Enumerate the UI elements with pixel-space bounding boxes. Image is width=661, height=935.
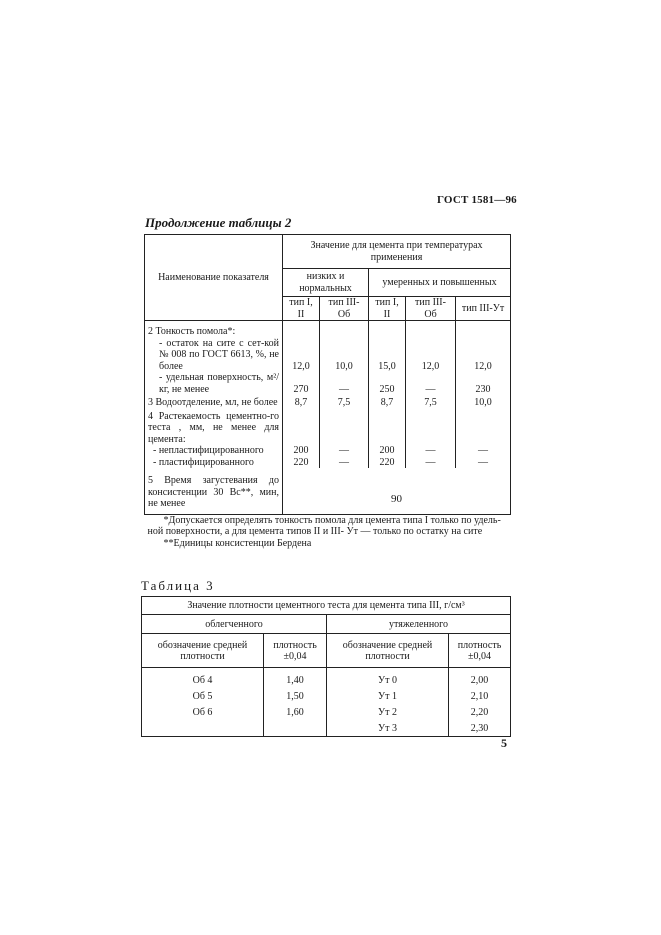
cell-value: 8,7	[283, 395, 320, 409]
cell-value: Об 5	[142, 688, 264, 704]
header-type: тип I, II	[283, 297, 320, 321]
cell-value: 8,7	[369, 395, 406, 409]
table-row	[145, 338, 511, 373]
table-row	[142, 688, 511, 704]
header-density: плотность ±0,04	[264, 634, 327, 668]
row-label: - непластифицированного	[145, 445, 283, 457]
table-row	[145, 445, 511, 457]
table2-footnotes	[145, 514, 511, 549]
row-label: - остаток на сите с сет-кой № 008 по ГОСТ 6613, %, не более	[145, 338, 283, 373]
cell-value: 230	[456, 372, 511, 395]
row-label: - удельная поверхность, м²/кг, не менее	[145, 372, 283, 395]
cell-value: Ут 3	[327, 720, 449, 737]
header-values-group: Значение для цемента при температурах применения	[283, 235, 511, 269]
header-type: тип III-Ут	[456, 297, 511, 321]
cell-value: 1,50	[264, 688, 327, 704]
header-light: облегченного	[142, 615, 327, 634]
cell-value: 200	[369, 445, 406, 457]
row-label: 5 Время загустевания до консистенции 30 Вс**, мин, не менее	[145, 468, 283, 514]
header-type: тип III-Об	[320, 297, 369, 321]
table-row	[145, 321, 511, 338]
cell-value: 2,10	[449, 688, 511, 704]
cell-value: —	[406, 457, 456, 469]
header-type: тип III-Об	[406, 297, 456, 321]
cell-value: —	[456, 457, 511, 469]
cell-value: Ут 2	[327, 704, 449, 720]
header-moderate-high: умеренных и повышенных	[369, 269, 511, 297]
cell-value: 12,0	[283, 338, 320, 373]
row-label: 4 Растекаемость цементно-го теста , мм, не менее для цемента:	[145, 409, 283, 446]
cell-value: 270	[283, 372, 320, 395]
footnote-1: *Допускается определять тонкость помола для цемента типа I только по удель-	[163, 514, 501, 526]
cell-value: 220	[283, 457, 320, 469]
cell-value: 2,20	[449, 704, 511, 720]
table-2	[144, 234, 510, 549]
header-heavy: утяжеленного	[327, 615, 511, 634]
cell-value: Об 4	[142, 668, 264, 689]
footnote-2: **Единицы консистенции Бердена	[163, 537, 312, 549]
cell-value: 15,0	[369, 338, 406, 373]
row-label: 3 Водоотделение, мл, не более	[145, 395, 283, 409]
cell-value: —	[406, 372, 456, 395]
cell-value: 7,5	[320, 395, 369, 409]
table-row	[142, 720, 511, 737]
cell-value: 220	[369, 457, 406, 469]
header-type: тип I, II	[369, 297, 406, 321]
header-indicator-name: Наименование показателя	[145, 235, 283, 321]
row-label: - пластифицированного	[145, 457, 283, 469]
cell-value: —	[320, 445, 369, 457]
row-label: 2 Тонкость помола*:	[145, 321, 283, 338]
table-row	[145, 468, 511, 514]
cell-value: 1,40	[264, 668, 327, 689]
table3-title: Таблица 3	[141, 578, 215, 593]
cell-value: 90	[283, 468, 511, 514]
header-low-normal: низких и нормальных	[283, 269, 369, 297]
cell-value: 200	[283, 445, 320, 457]
cell-value: —	[406, 445, 456, 457]
table-row	[145, 395, 511, 409]
document-code: ГОСТ 1581—96	[437, 194, 517, 206]
header-density: плотность ±0,04	[449, 634, 511, 668]
cell-value: 12,0	[456, 338, 511, 373]
table-row	[142, 668, 511, 689]
cell-value: 12,0	[406, 338, 456, 373]
table-row	[145, 372, 511, 395]
footnote-1-cont: ной поверхности, а для цемента типов II и III- Ут — только по остатку на сите	[147, 526, 483, 537]
table2-continuation-title: Продолжение таблицы 2	[145, 215, 292, 230]
cell-value: Об 6	[142, 704, 264, 720]
table-row	[145, 457, 511, 469]
cell-value: 7,5	[406, 395, 456, 409]
cell-value: 10,0	[456, 395, 511, 409]
cell-value: 10,0	[320, 338, 369, 373]
cell-value: —	[456, 445, 511, 457]
table-row	[142, 704, 511, 720]
cell-value: Ут 1	[327, 688, 449, 704]
cell-value: 2,00	[449, 668, 511, 689]
table-3-grid	[141, 596, 511, 737]
cell-value: 2,30	[449, 720, 511, 737]
page-number: 5	[501, 736, 507, 750]
cell-value: —	[320, 457, 369, 469]
cell-value: 250	[369, 372, 406, 395]
header-designation: обозначение средней плотности	[142, 634, 264, 668]
table-2-grid	[144, 234, 511, 549]
cell-value: Ут 0	[327, 668, 449, 689]
table-3	[141, 596, 510, 737]
header-designation: обозначение средней плотности	[327, 634, 449, 668]
cell-value: —	[320, 372, 369, 395]
table3-main-header: Значение плотности цементного теста для цемента типа III, г/см³	[142, 597, 511, 615]
cell-value: 1,60	[264, 704, 327, 720]
table-row	[145, 409, 511, 446]
